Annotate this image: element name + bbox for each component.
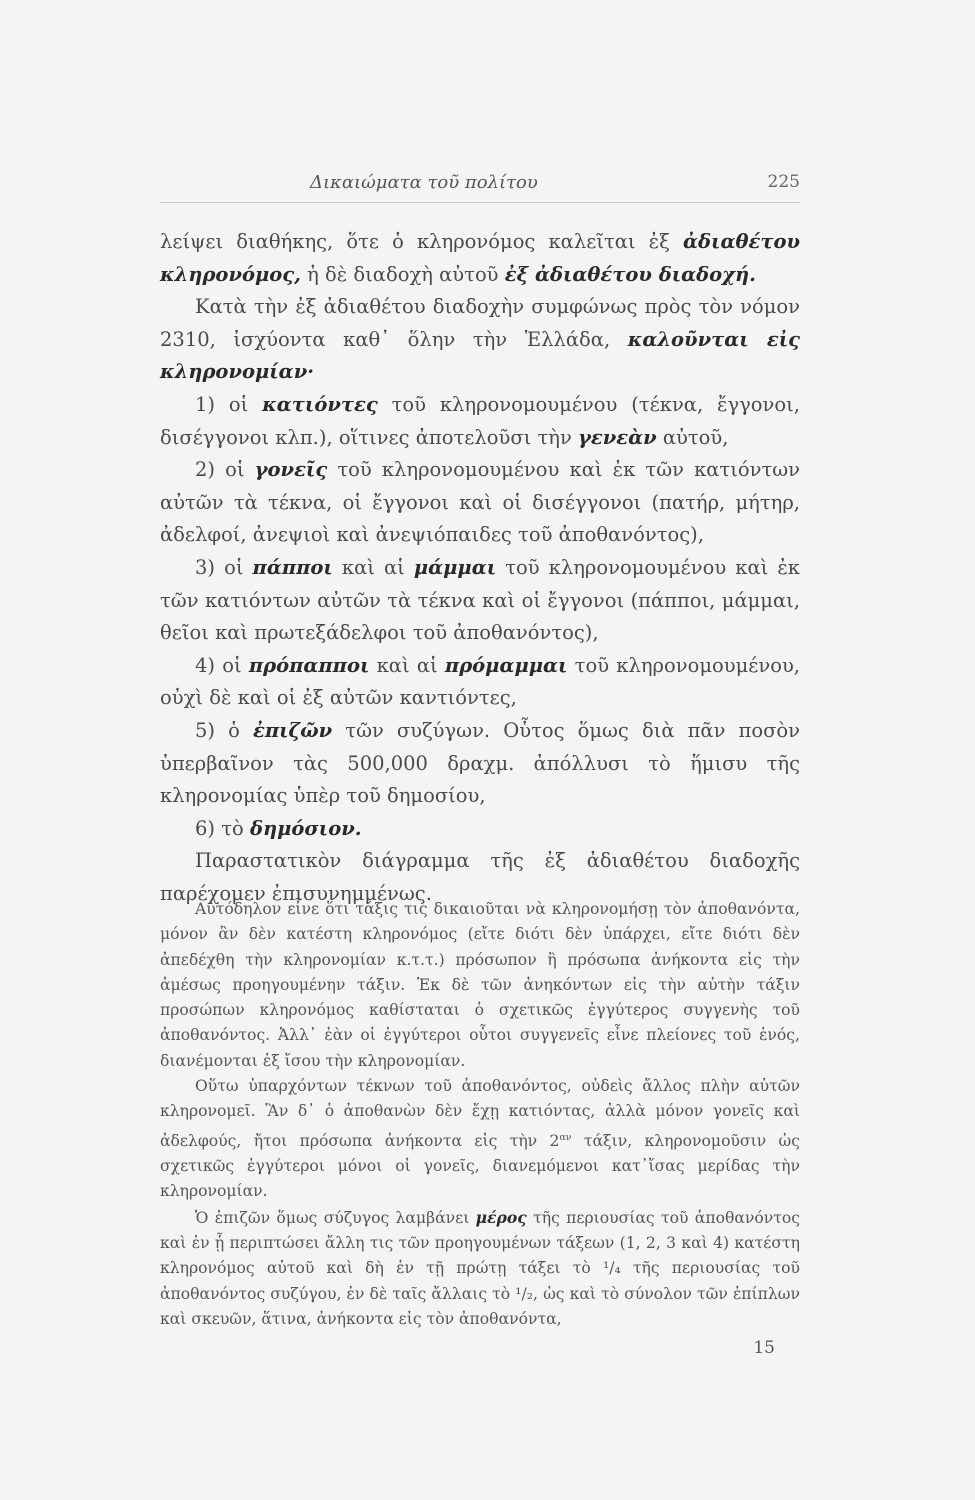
signature-mark: 15	[753, 1338, 775, 1358]
list-item: 3) οἱ πάπποι καὶ αἱ μάμμαι τοῦ κληρονομουμένου καὶ ἐκ τῶν κατιόντων αὐτῶν τὰ τέκνα καὶ οἱ ἔγγονοι (πάπποι, μάμμαι, θεῖοι καὶ πρωτεξάδελφοι τοῦ ἀποθανόντος),	[160, 555, 800, 645]
page-header	[160, 168, 800, 198]
list-item: 4) οἱ πρόπαπποι καὶ αἱ πρόμαμμαι τοῦ κληρονομουμένου, οὐχὶ δὲ καὶ οἱ ἐξ αὐτῶν καντιόντες,	[160, 653, 801, 710]
running-title: Δικαιώματα τοῦ πολίτου	[310, 172, 538, 193]
paragraph: Κατὰ τὴν ἐξ ἀδιαθέτου διαδοχὴν συμφώνως πρὸς τὸν νόμον 2310, ἰσχύοντα καθ᾽ ὅλην τὴν Ἑλλάδα, καλοῦνται εἰς κληρονομίαν·	[160, 295, 800, 384]
note-text	[160, 897, 800, 1332]
main-text	[160, 226, 800, 910]
list-item: 6) τὸ δημόσιον.	[195, 816, 362, 840]
list-item: 5) ὁ ἐπιζῶν τῶν συζύγων. Οὗτος ὅμως διὰ πᾶν ποσὸν ὑπερβαῖνον τὰς 500,000 δραχμ. ἀπόλλυσι τὸ ἥμισυ τῆς κληρονομίας ὑπὲρ τοῦ δημοσίου,	[160, 718, 801, 808]
list-item: 2) οἱ γονεῖς τοῦ κληρονομουμένου καὶ ἐκ τῶν κατιόντων αὐτῶν τὰ τέκνα, οἱ ἔγγονοι καὶ οἱ δισέγγονοι (πατήρ, μήτηρ, ἀδελφοί, ἀνεψιοὶ καὶ ἀνεψιόπαιδες τοῦ ἀποθανόντος),	[160, 458, 801, 547]
paragraph: Παραστατικὸν διάγραμμα τῆς ἐξ ἀδιαθέτου διαδοχῆς παρέχομεν ἐπισυνημμένως.	[160, 849, 800, 905]
header-rule	[160, 202, 800, 203]
list-item: 1) οἱ κατιόντες τοῦ κληρονομουμένου (τέκνα, ἔγγονοι, δισέγγονοι κλπ.), οἵτινες ἀποτελοῦσι τὴν γενεὰν αὐτοῦ,	[160, 392, 800, 449]
note-paragraph: Οὕτω ὑπαρχόντων τέκνων τοῦ ἀποθανόντος, οὐδεὶς ἄλλος πλὴν αὐτῶν κληρονομεῖ. Ἂν δ᾽ ὁ ἀποθανὼν δὲν ἔχῃ κατιόντας, ἀλλὰ μόνον γονεῖς καὶ ἀδελφούς, ἤτοι πρόσωπα ἀνήκοντα εἰς τὴν $2^{\alpha\nu}$ τάξιν, κληρονομοῦσιν ὡς σχετικῶς ἐγγύτεροι μόνοι οἱ γονεῖς, διανεμόμενοι κατ᾽ἴσας μερίδας τὴν κληρονομίαν.	[160, 1077, 800, 1201]
page-number: 225	[767, 172, 800, 192]
paragraph: λείψει διαθήκης, ὅτε ὁ κληρονόμος καλεῖται ἐξ ἀδιαθέτου κληρονόμος, ἡ δὲ διαδοχὴ αὐτοῦ ἐξ ἀδιαθέτου διαδοχή.	[160, 230, 800, 286]
note-paragraph: Αὐτόδηλον εἶνε ὅτι τάξις τις δικαιοῦται νὰ κληρονομήσῃ τὸν ἀποθανόντα, μόνον ἂν δὲν κατέστη κληρονόμος (εἴτε διότι δὲν ὑπάρχει, εἴτε διότι δὲν ἀπεδέχθη τὴν κληρονομίαν κ.τ.τ.) πρόσωπον ἢ πρόσωπα ἀνήκοντα εἰς τὴν ἀμέσως προηγουμένην τάξιν. Ἐκ δὲ τῶν ἀνηκόντων εἰς τὴν αὐτὴν τάξιν προσώπων κληρονόμος καθίσταται ὁ σχετικῶς ἐγγύτερος συγγενὴς τοῦ ἀποθανόντος. Ἀλλ᾽ ἐὰν οἱ ἐγγύτεροι οὗτοι συγγενεῖς εἶνε πλείονες τοῦ ἑνός, διανέμονται ἐξ ἴσου τὴν κληρονομίαν.	[160, 900, 800, 1070]
note-paragraph: Ὁ ἐπιζῶν ὅμως σύζυγος λαμβάνει μέρος τῆς περιουσίας τοῦ ἀποθανόντος καὶ ἐν ᾗ περιπτώσει ἄλλη τις τῶν προηγουμένων τάξεων (1, 2, 3 καὶ 4) κατέστη κληρονόμος αὐτοῦ καὶ δὴ ἐν τῇ πρώτῃ τάξει τὸ ¹/₄ τῆς περιουσίας τοῦ ἀποθανόντος συζύγου, ἐν δὲ ταῖς ἄλλαις τὸ ¹/₂, ὡς καὶ τὸ σύνολον τῶν ἐπίπλων καὶ σκευῶν, ἅτινα, ἀνήκοντα εἰς τὸν ἀποθανόντα,	[160, 1207, 800, 1328]
